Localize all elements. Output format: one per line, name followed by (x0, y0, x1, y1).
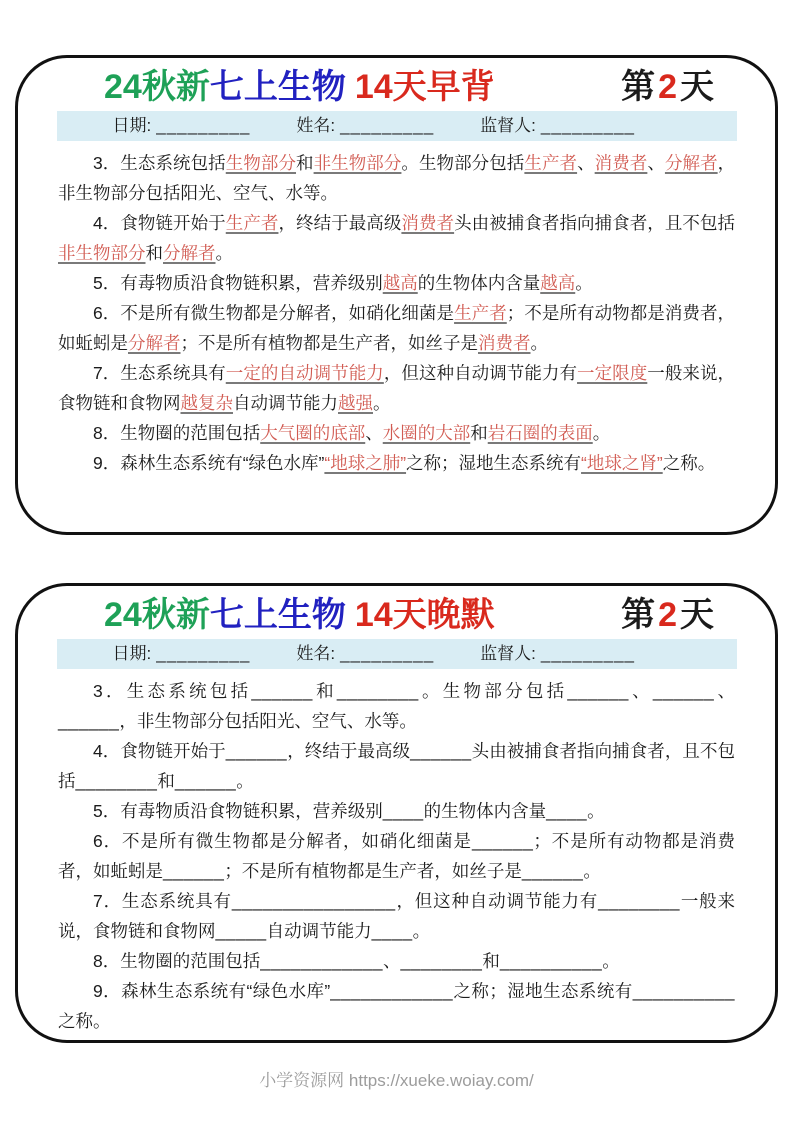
question-text: 、 (647, 152, 665, 173)
question-text: ，非生物部分包括阳光、空气、水等。 (58, 152, 736, 203)
question-text: 6．不是所有微生物都是分解者，如硝化细菌是 (93, 302, 455, 323)
question-text: ，终结于最高级 (278, 212, 402, 233)
supervisor-blank: _________ (540, 115, 635, 135)
answer-text: 非生物部分 (58, 242, 146, 263)
fill-blank: ________ (598, 890, 681, 911)
fill-blank: ______ (471, 830, 534, 851)
question-text: 和 (157, 770, 175, 791)
question-text: 5．有毒物质沿食物链积累，营养级别 (93, 800, 383, 821)
day-suffix: 天 (680, 596, 717, 634)
card-title (18, 58, 775, 108)
title-term: 24秋新 (104, 596, 210, 634)
answer-text: 分解者 (163, 242, 216, 263)
title-term: 24秋新 (104, 68, 210, 106)
question-text: 9．森林生态系统有“绿色水库” (93, 980, 331, 1001)
fill-blank: ________________ (231, 890, 396, 911)
study-item (58, 826, 735, 886)
question-text: 、 (628, 680, 653, 701)
fill-blank: _____ (215, 920, 267, 941)
title-session: 14天早背 (354, 68, 495, 106)
question-text: 。 (575, 272, 593, 293)
card-title-main (104, 67, 495, 108)
question-text: 。 (583, 860, 601, 881)
question-text: ；不是所有植物都是生产者，如丝子是 (180, 332, 478, 353)
date-blank: _________ (156, 115, 251, 135)
answer-text: 越强 (338, 392, 373, 413)
question-text: 。 (602, 950, 620, 971)
card-body (18, 669, 775, 1036)
date-label: 日期: (112, 115, 152, 135)
answer-text: 消费者 (594, 152, 648, 173)
question-text: 4．食物链开始于 (93, 740, 226, 761)
question-text: 之称。 (662, 452, 716, 473)
date-field (113, 639, 251, 669)
day-suffix: 天 (680, 68, 717, 106)
answer-text: 一定限度 (577, 362, 648, 383)
name-field (296, 639, 434, 669)
answer-text: 消费者 (478, 332, 531, 353)
site-footer: 小学资源网 https://xueke.woiay.com/ (259, 1071, 534, 1090)
answer-text: 水圈的大部 (382, 422, 471, 443)
answer-text: 生产者 (454, 302, 507, 323)
question-text: 。 (236, 770, 254, 791)
answer-text: 一定的自动调节能力 (225, 362, 384, 383)
card-body (18, 141, 775, 478)
study-item (58, 886, 735, 946)
answer-text: “地球之肾” (581, 452, 663, 473)
study-item (58, 736, 735, 796)
question-text: 8．生物圈的范围包括 (93, 950, 261, 971)
question-text: 之称。 (58, 1010, 111, 1031)
study-item (58, 148, 735, 208)
question-text: 。 (215, 242, 233, 263)
answer-text: 生产者 (524, 152, 578, 173)
title-subject: 七上生物 (209, 68, 346, 106)
question-text: 6．不是所有微生物都是分解者，如硝化细菌是 (93, 830, 472, 851)
study-item (58, 676, 735, 736)
fill-blank: __________ (632, 980, 736, 1001)
day-number: 2 (658, 596, 680, 634)
question-text: 和 (470, 422, 488, 443)
question-text: 7．生态系统具有 (93, 362, 226, 383)
study-item (58, 208, 735, 268)
fill-blank: ______ (163, 860, 225, 881)
question-text: 头由被捕食者指向捕食者，且不包括 (58, 740, 736, 791)
fill-blank: ________ (336, 680, 419, 701)
fill-blank: ____________ (260, 950, 384, 971)
question-text: 、 (383, 950, 401, 971)
supervisor-field (480, 639, 635, 669)
question-text: ；不是所有植物都是生产者，如丝子是 (224, 860, 522, 881)
question-text: 之称；湿地生态系统有 (406, 452, 582, 473)
fill-blank: ________ (400, 950, 483, 971)
title-session: 14天晚默 (354, 596, 495, 634)
question-text: 之称；湿地生态系统有 (453, 980, 633, 1001)
question-text: 。 (587, 800, 605, 821)
study-item (58, 976, 735, 1036)
fill-blank: ______ (225, 740, 288, 761)
question-text: 。生物部分包括 (418, 680, 568, 701)
info-bar (57, 111, 737, 141)
answer-text: 分解者 (128, 332, 181, 353)
question-text: ，终结于最高级 (287, 740, 411, 761)
fill-blank: ____ (371, 920, 413, 941)
question-text: 。 (412, 920, 431, 941)
answer-text: 生产者 (225, 212, 279, 233)
question-text: 、 (365, 422, 383, 443)
answer-text: 越高 (540, 272, 576, 293)
card-title (18, 586, 775, 636)
question-text: 5．有毒物质沿食物链积累，营养级别 (93, 272, 383, 293)
study-card-evening (15, 583, 778, 1043)
question-text: 。 (592, 422, 611, 443)
question-text: ，非生物部分包括阳光、空气、水等。 (119, 710, 417, 731)
answer-text: 岩石圈的表面 (487, 422, 593, 443)
name-label: 姓名: (296, 115, 336, 135)
name-blank: _________ (340, 115, 435, 135)
name-blank: _________ (340, 643, 435, 663)
question-text: 和 (145, 242, 163, 263)
card-title-main (104, 595, 495, 636)
question-text: 一般来说，食物链和食物网 (58, 890, 736, 941)
fill-blank: ______ (251, 680, 313, 701)
answer-text: 消费者 (401, 212, 455, 233)
fill-blank: ____ (382, 800, 424, 821)
question-text: 一般来说，食物链和食物网 (58, 362, 736, 413)
date-blank: _________ (156, 643, 251, 663)
study-item (58, 358, 735, 418)
answer-text: 非生物部分 (313, 152, 402, 173)
question-text: 8．生物圈的范围包括 (93, 422, 261, 443)
question-text: 自动调节能力 (266, 920, 372, 941)
question-text: 9．森林生态系统有“绿色水库” (93, 452, 325, 473)
fill-blank: ____________ (330, 980, 454, 1001)
question-text: 和 (482, 950, 500, 971)
date-label: 日期: (112, 643, 152, 663)
study-item (58, 268, 735, 298)
name-label: 姓名: (296, 643, 336, 663)
question-text: 头由被捕食者指向捕食者，且不包括 (454, 212, 736, 233)
question-text: 3．生态系统包括 (93, 152, 226, 173)
answer-text: “地球之肺” (324, 452, 407, 473)
day-prefix: 第 (621, 68, 659, 106)
question-text: 。 (530, 332, 548, 353)
question-text: 的生物体内含量 (423, 800, 547, 821)
supervisor-field (480, 111, 635, 141)
answer-text: 分解者 (664, 152, 718, 173)
fill-blank: ______ (521, 860, 584, 881)
answer-text: 越高 (382, 272, 418, 293)
day-number: 2 (658, 68, 680, 106)
study-item (58, 298, 735, 358)
question-text: 和 (312, 680, 337, 701)
card-title-day (621, 67, 717, 108)
info-bar (57, 639, 737, 669)
day-prefix: 第 (621, 596, 659, 634)
answer-text: 大气圈的底部 (260, 422, 366, 443)
study-item (58, 448, 735, 478)
question-text: 和 (296, 152, 314, 173)
question-text: 4．食物链开始于 (93, 212, 226, 233)
fill-blank: ______ (58, 710, 120, 731)
question-text: 的生物体内含量 (417, 272, 541, 293)
supervisor-label: 监督人: (480, 115, 536, 135)
question-text: ，但这种自动调节能力有 (383, 362, 578, 383)
name-field (296, 111, 434, 141)
question-text: 自动调节能力 (233, 392, 338, 413)
date-field (113, 111, 251, 141)
study-item (58, 796, 735, 826)
fill-blank: __________ (499, 950, 603, 971)
question-text: 3．生态系统包括 (93, 680, 252, 701)
card-title-day (621, 595, 717, 636)
title-subject: 七上生物 (209, 596, 346, 634)
question-text: ；不是所有动物都是消费者，如蚯蚓是 (58, 830, 736, 881)
study-item (58, 418, 735, 448)
question-text: 。生物部分包括 (401, 152, 525, 173)
question-text: 。 (373, 392, 391, 413)
question-text: 、 (714, 680, 736, 701)
question-text: ，但这种自动调节能力有 (395, 890, 599, 911)
fill-blank: ____ (546, 800, 588, 821)
question-text: 、 (577, 152, 595, 173)
answer-text: 生物部分 (225, 152, 297, 173)
fill-blank: ______ (174, 770, 237, 791)
fill-blank: ______ (410, 740, 472, 761)
fill-blank: ________ (75, 770, 158, 791)
fill-blank: ______ (652, 680, 715, 701)
supervisor-blank: _________ (540, 643, 635, 663)
study-card-morning (15, 55, 778, 535)
question-text: ；不是所有动物都是消费者，如蚯蚓是 (58, 302, 736, 353)
fill-blank: ______ (567, 680, 629, 701)
study-item (58, 946, 735, 976)
question-text: 7．生态系统具有 (93, 890, 232, 911)
supervisor-label: 监督人: (480, 643, 536, 663)
answer-text: 越复杂 (180, 392, 233, 413)
